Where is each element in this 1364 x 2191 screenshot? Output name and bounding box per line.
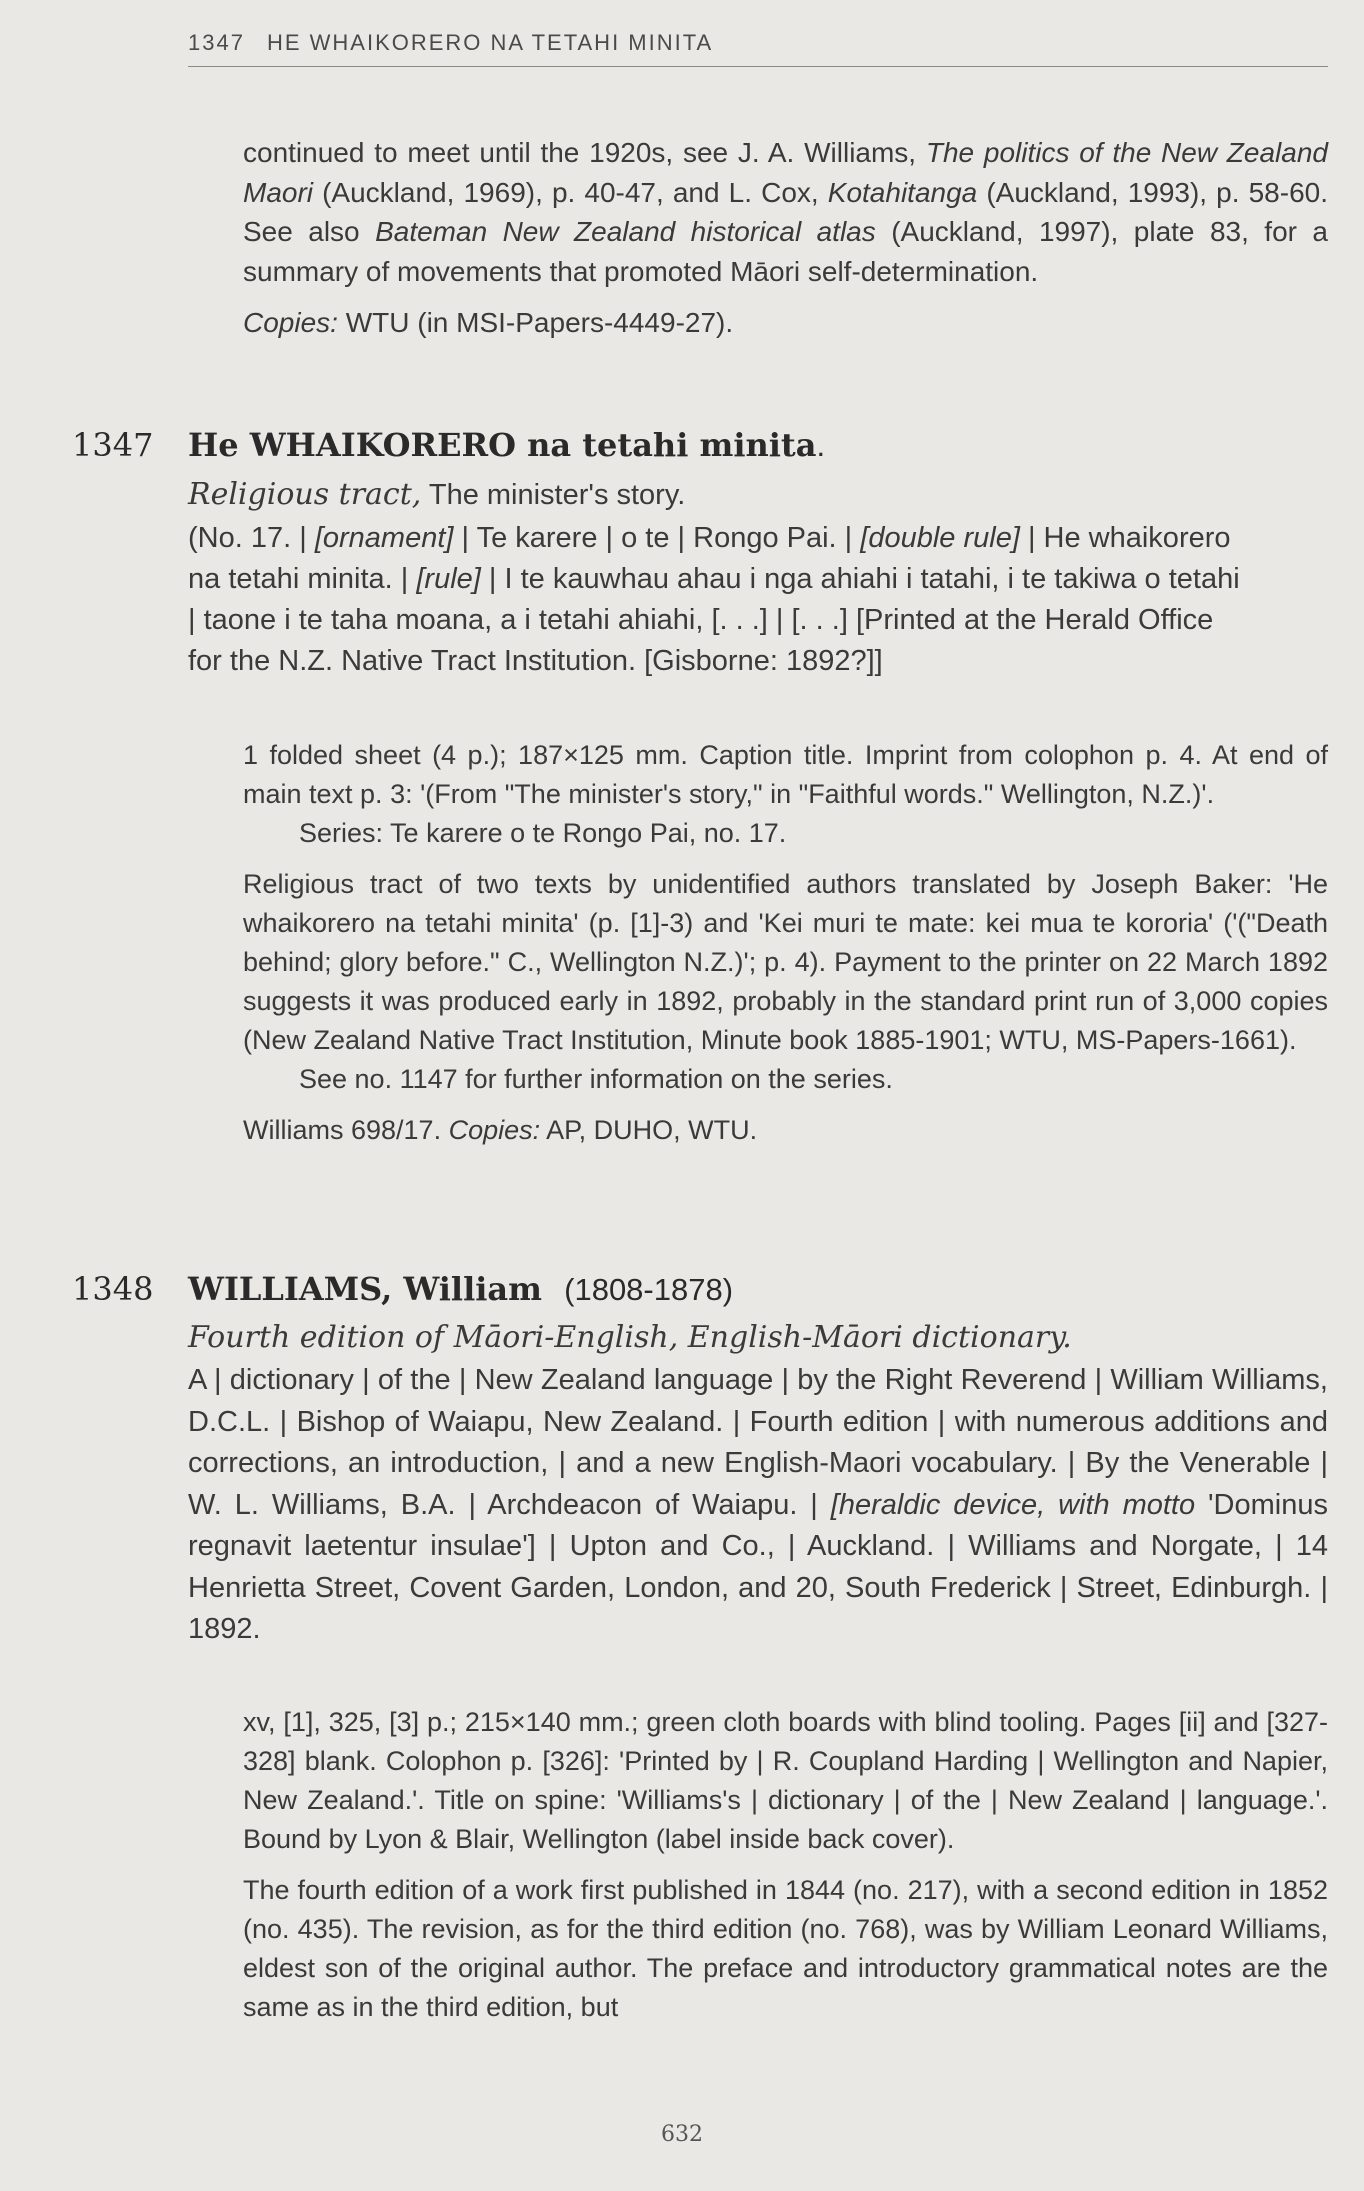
entry-number-1347: 1347: [72, 426, 154, 464]
entry-heading-1347: He WHAIKORERO na tetahi minita.: [188, 426, 826, 464]
series-1347: Series: Te karere o te Rongo Pai, no. 17.: [299, 818, 787, 848]
entry-details-1347: [243, 736, 1328, 1150]
entry-heading-1348: WILLIAMS, William (1808-1878): [188, 1270, 734, 1308]
running-head: [188, 30, 1328, 56]
note-1347: Religious tract of two texts by unidentified authors translated by Joseph Baker: 'He whaikorero na tetahi minita' (p. [1]-3) and 'Kei muri te mate: kei mua te kororia' ('("Death behind; glory before." C., Wellington N.Z.)'; p. 4). Payment to the printer on 22 March 1892 suggests it was produced early in 1892, probably in the standard print run of 3,000 copies (New Zealand Native Tract Institution, Minute book 1885-1901; WTU, MS-Papers-1661).: [243, 869, 1328, 1055]
continued-note: [243, 133, 1328, 343]
see-also-1347: See no. 1147 for further information on the series.: [299, 1064, 893, 1094]
running-head-number: 1347: [188, 30, 245, 55]
collation-1348: xv, [1], 325, [3] p.; 215×140 mm.; green cloth boards with blind tooling. Pages [ii] and [327-328] blank. Colophon p. [326]: 'Printed by | R. Coupland Harding | Wellington and Napier, New Zealand.'. Title on spine: 'Williams's | dictionary | of the | New Zealand | language.'. Bound by Lyon & Blair, Wellington (label inside back cover).: [243, 1707, 1328, 1854]
entry-subtitle-1348: Fourth edition of Māori-English, English-Māori dictionary.: [188, 1320, 1072, 1355]
continued-note-copies: Copies: WTU (in MSI-Papers-4449-27).: [243, 307, 734, 338]
copies-1347: Williams 698/17. Copies: AP, DUHO, WTU.: [243, 1115, 758, 1145]
running-head-title: HE WHAIKORERO NA TETAHI MINITA: [266, 30, 714, 55]
entry-details-1348: [243, 1703, 1328, 2027]
continued-note-text: continued to meet until the 1920s, see J. A. Williams, The politics of the New Zealand Maori (Auckland, 1969), p. 40-47, and L. Cox, Kotahitanga (Auckland, 1993), p. 58-60. See also Bateman New Zealand historical atlas (Auckland, 1997), plate 83, for a summary of movements that promoted Māori self-determination.: [243, 137, 1329, 287]
entry-number-1348: 1348: [72, 1270, 154, 1308]
collation-1347: 1 folded sheet (4 p.); 187×125 mm. Caption title. Imprint from colophon p. 4. At end of main text p. 3: '(From "The minister's story," in "Faithful words." Wellington, N.Z.)'.: [243, 740, 1328, 809]
entry-transcription-1348: A | dictionary | of the | New Zealand language | by the Right Reverend | William Williams, D.C.L. | Bishop of Waiapu, New Zealand. | Fourth edition | with numerous additions and corrections, an introduction, | and a new English-Maori vocabulary. | By the Venerable | W. L. Williams, B.A. | Archdeacon of Waiapu. | [heraldic device, with motto 'Dominus regnavit laetentur insulae'] | Upton and Co., | Auckland. | Williams and Norgate, | 14 Henrietta Street, Covent Garden, London, and 20, South Frederick | Street, Edinburgh. | 1892.: [188, 1364, 1328, 1645]
header-rule: [188, 66, 1328, 67]
entry-subtitle-1347: Religious tract, The minister's story.: [188, 477, 686, 512]
entry-transcription-1347: (No. 17. | [ornament] | Te karere | o te | Rongo Pai. | [double rule] | He whaikorero na tetahi minita. | [rule] | I te kauwhau ahau i nga ahiahi i tatahi, i te takiwa o tetahi | taone i te taha moana, a i tetahi ahiahi, [. . .] | [. . .] [Printed at the Herald Office for the N.Z. Native Tract Institution. [Gisborne: 1892?]]: [188, 522, 1240, 677]
page-number: 632: [661, 2122, 703, 2147]
note-1348: The fourth edition of a work first published in 1844 (no. 217), with a second edition in 1852 (no. 435). The revision, as for the third edition (no. 768), was by William Leonard Williams, eldest son of the original author. The preface and introductory grammatical notes are the same as in the third edition, but: [243, 1875, 1328, 2022]
